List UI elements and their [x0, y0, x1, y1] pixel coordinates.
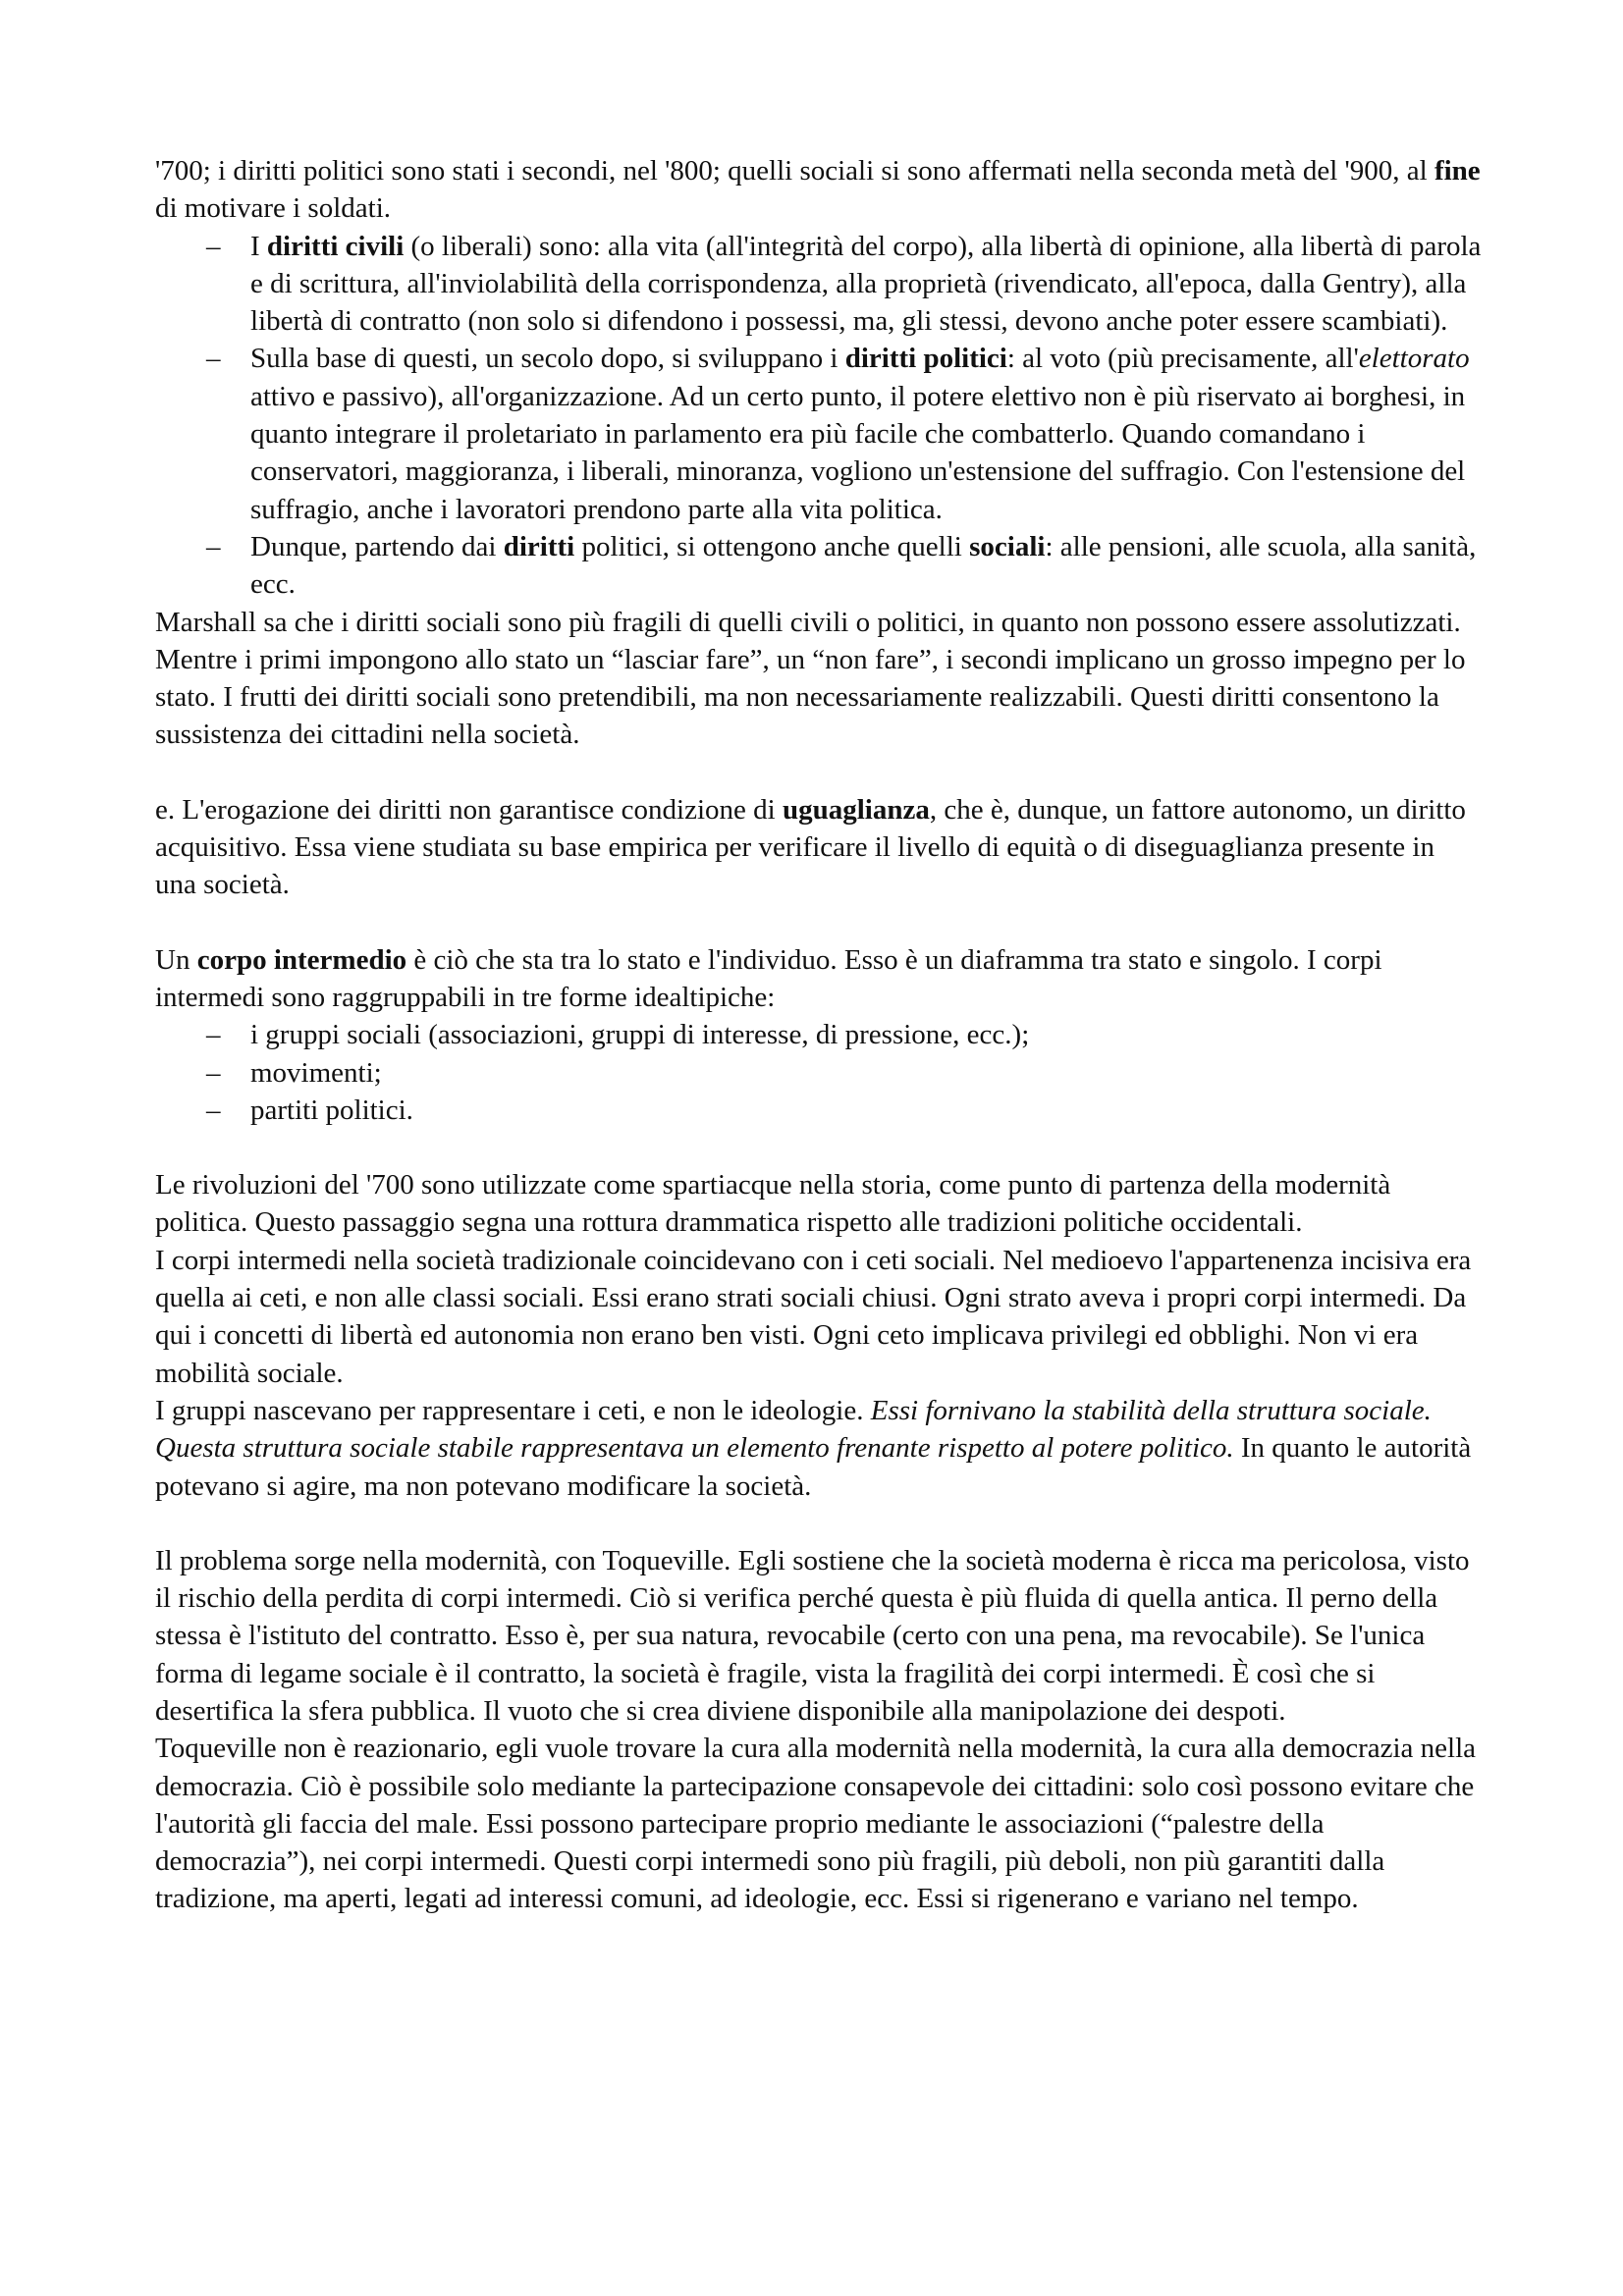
equality-paragraph: e. L'erogazione dei diritti non garantisce condizione di uguaglianza, che è, dunque, un fattore autonomo, un diritto acquisitivo. Essa viene studiata su base empirica per verificare il livello di equità o di diseguaglianza presente in una società. — [155, 793, 1466, 901]
spacer — [155, 904, 1483, 941]
document-page — [155, 152, 1483, 1918]
list-item: – movimenti; — [155, 1054, 1483, 1092]
marshall-paragraph: Marshall sa che i diritti sociali sono più fragili di quelli civili o politici, in quanto non possono essere assolutizzati. Mentre i primi impongono allo stato un “lasciar fare”, un “non fare”, i secondi implicano un grosso impegno per lo stato. I frutti dei diritti sociali sono pretendibili, ma non necessariamente realizzabili. Questi diritti consentono la sussistenza dei cittadini nella società. — [155, 606, 1466, 751]
rights-list — [155, 228, 1483, 604]
list-item-social-rights: – Dunque, partendo dai diritti politici, si ottengono anche quelli sociali: alle pensioni, alle scuola, alla sanità, ecc. — [155, 528, 1483, 604]
traditional-society-paragraph: I corpi intermedi nella società tradizionale coincidevano con i ceti sociali. Nel medioevo l'appartenenza incisiva era quella ai ceti, e non alle classi sociali. Essi erano strati sociali chiusi. Ogni strato aveva i propri corpi intermedi. Da qui i concetti di libertà ed autonomia non erano ben visti. Ogni ceto implicava privilegi ed obblighi. Non vi era mobilità sociale. — [155, 1244, 1472, 1389]
spacer — [155, 1129, 1483, 1166]
intermediate-body-paragraph: Un corpo intermedio è ciò che sta tra lo stato e l'individuo. Esso è un diaframma tra stato e singolo. I corpi intermedi sono raggruppabili in tre forme idealtipiche: — [155, 943, 1382, 1013]
groups-paragraph: I gruppi nascevano per rappresentare i ceti, e non le ideologie. Essi fornivano la stabilità della struttura sociale. Questa struttura sociale stabile rappresentava un elemento frenante rispetto al potere politico. In quanto le autorità potevano si agire, ma non potevano modificare la società. — [155, 1394, 1472, 1502]
list-item-political-rights: – Sulla base di questi, un secolo dopo, si sviluppano i diritti politici: al voto (più precisamente, all'elettorato attivo e passivo), all'organizzazione. Ad un certo punto, il potere elettivo non è più riservato ai borghesi, in quanto integrare il proletariato in parlamento era più facile che combatterlo. Quando comandano i conservatori, maggioranza, i liberali, minoranza, vogliono un'estensione del suffragio. Con l'estensione del suffragio, anche i lavoratori prendono parte alla vita politica. — [155, 340, 1483, 527]
list-item-civil-rights: – I diritti civili (o liberali) sono: alla vita (all'integrità del corpo), alla libertà di opinione, alla libertà di parola e di scrittura, all'inviolabilità della corrispondenza, alla proprietà (rivendicato, all'epoca, dalla Gentry), alla libertà di contratto (non solo si difendono i possessi, ma, gli stessi, devono anche poter essere scambiati). — [155, 228, 1483, 341]
list-item: – i gruppi sociali (associazioni, gruppi di interesse, di pressione, ecc.); — [155, 1016, 1483, 1053]
tocqueville-problem-paragraph: Il problema sorge nella modernità, con Toqueville. Egli sostiene che la società moderna è ricca ma pericolosa, visto il rischio della perdita di corpi intermedi. Ciò si verifica perché questa è più fluida di quella antica. Il perno della stessa è l'istituto del contratto. Esso è, per sua natura, revocabile (certo con una pena, ma revocabile). Se l'unica forma di legame sociale è il contratto, la società è fragile, vista la fragilità dei corpi intermedi. È così che si desertifica la sfera pubblica. Il vuoto che si crea diviene disponibile alla manipolazione dei despoti. — [155, 1544, 1470, 1727]
spacer — [155, 1505, 1483, 1542]
revolutions-paragraph: Le rivoluzioni del '700 sono utilizzate come spartiacque nella storia, come punto di partenza della modernità politica. Questo passaggio segna una rottura drammatica rispetto alle tradizioni politiche occidentali. — [155, 1169, 1391, 1239]
list-item: – partiti politici. — [155, 1092, 1483, 1129]
intro-paragraph: '700; i diritti politici sono stati i secondi, nel '800; quelli sociali si sono affermati nella seconda metà del '900, al fine di motivare i soldati. — [155, 155, 1481, 225]
intermediate-forms-list — [155, 1016, 1483, 1129]
spacer — [155, 754, 1483, 791]
tocqueville-cure-paragraph: Toqueville non è reazionario, egli vuole trovare la cura alla modernità nella modernità, la cura alla democrazia nella democrazia. Ciò è possibile solo mediante la partecipazione consapevole dei cittadini: solo così possono evitare che l'autorità gli faccia del male. Essi possono partecipare proprio mediante le associazioni (“palestre della democrazia”), nei corpi intermedi. Questi corpi intermedi sono più fragili, più deboli, non più garantiti dalla tradizione, ma aperti, legati ad interessi comuni, ad ideologie, ecc. Essi si rigenerano e variano nel tempo. — [155, 1733, 1477, 1915]
